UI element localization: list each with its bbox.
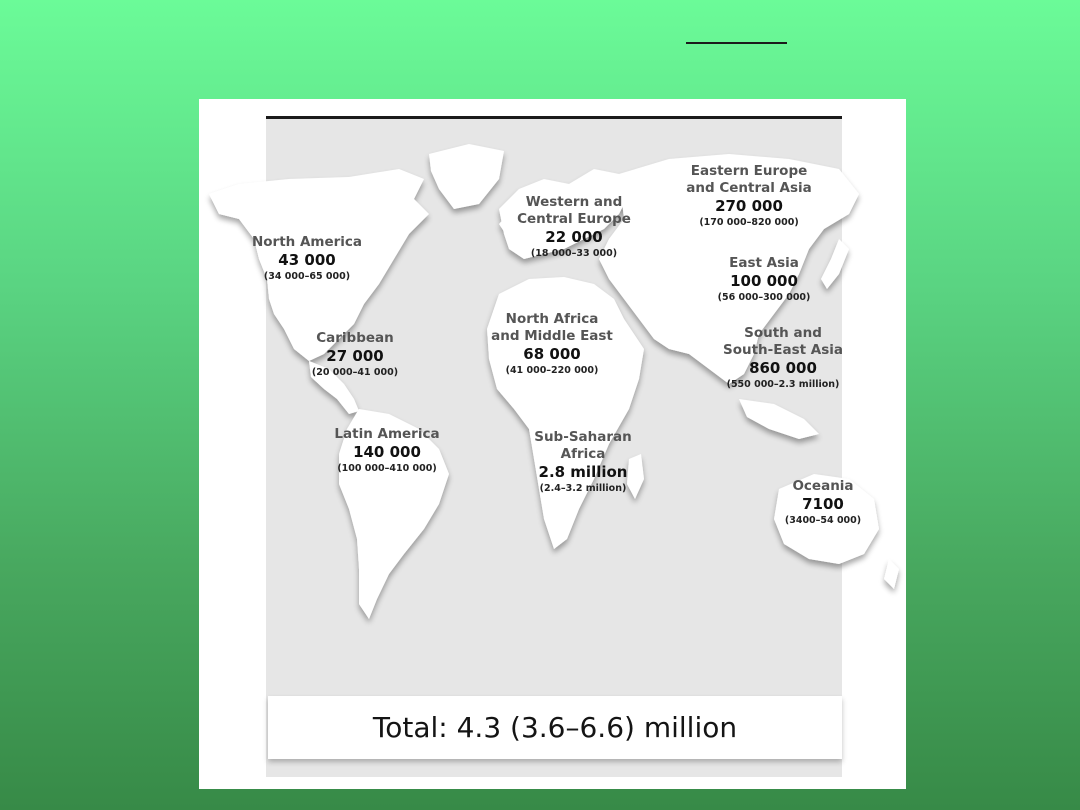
region-name: and Central Asia	[686, 180, 812, 196]
region-estimate: 68 000	[523, 345, 581, 363]
region-north-africa-middle-east	[491, 311, 613, 377]
region-estimate: 270 000	[715, 197, 783, 215]
region-estimate: 2.8 million	[538, 463, 628, 481]
region-estimate: 22 000	[545, 228, 603, 246]
region-range: (2.4–3.2 million)	[539, 483, 627, 494]
map-card	[199, 99, 906, 789]
title-underline	[686, 42, 787, 44]
region-name: Caribbean	[316, 330, 394, 346]
region-name: East Asia	[729, 255, 799, 271]
region-name: Central Europe	[517, 211, 631, 227]
region-estimate: 140 000	[353, 443, 421, 461]
region-range: (550 000–2.3 million)	[726, 379, 840, 390]
region-range: (100 000–410 000)	[337, 463, 437, 474]
region-estimate: 7100	[802, 495, 844, 513]
region-sub-saharan-africa	[534, 429, 632, 495]
region-range: (170 000–820 000)	[699, 217, 799, 228]
region-oceania	[785, 478, 861, 527]
region-name: North America	[251, 234, 363, 250]
region-latin-america	[334, 426, 439, 475]
region-range: (18 000–33 000)	[530, 248, 618, 259]
region-name: North Africa	[505, 311, 599, 327]
region-range: (20 000–41 000)	[311, 367, 399, 378]
region-eastern-europe-central-asia	[686, 163, 812, 229]
region-name: and Middle East	[491, 328, 613, 344]
region-name: South and	[744, 325, 822, 341]
total-box	[268, 696, 842, 759]
region-estimate: 100 000	[730, 272, 798, 290]
region-estimate: 27 000	[326, 347, 384, 365]
region-western-central-europe	[517, 194, 631, 260]
region-name: Sub-Saharan	[534, 429, 632, 445]
region-name: Eastern Europe	[690, 163, 808, 179]
region-name: Africa	[560, 446, 606, 462]
map-top-border	[266, 116, 842, 119]
region-estimate: 860 000	[749, 359, 817, 377]
total-label: Total: 4.3 (3.6–6.6) million	[372, 711, 738, 744]
region-name: Western and	[525, 194, 623, 210]
region-range: (3400–54 000)	[784, 515, 862, 526]
region-north-america	[252, 234, 362, 283]
region-south-southeast-asia	[723, 325, 843, 391]
region-range: (41 000–220 000)	[505, 365, 599, 376]
continent-new-zealand	[884, 559, 899, 589]
region-caribbean	[312, 330, 398, 379]
region-name: South-East Asia	[722, 342, 844, 358]
region-range: (56 000–300 000)	[717, 292, 811, 303]
region-name: Oceania	[792, 478, 854, 494]
region-east-asia	[718, 255, 811, 304]
region-estimate: 43 000	[278, 251, 336, 269]
region-range: (34 000–65 000)	[263, 271, 351, 282]
region-name: Latin America	[334, 426, 440, 442]
